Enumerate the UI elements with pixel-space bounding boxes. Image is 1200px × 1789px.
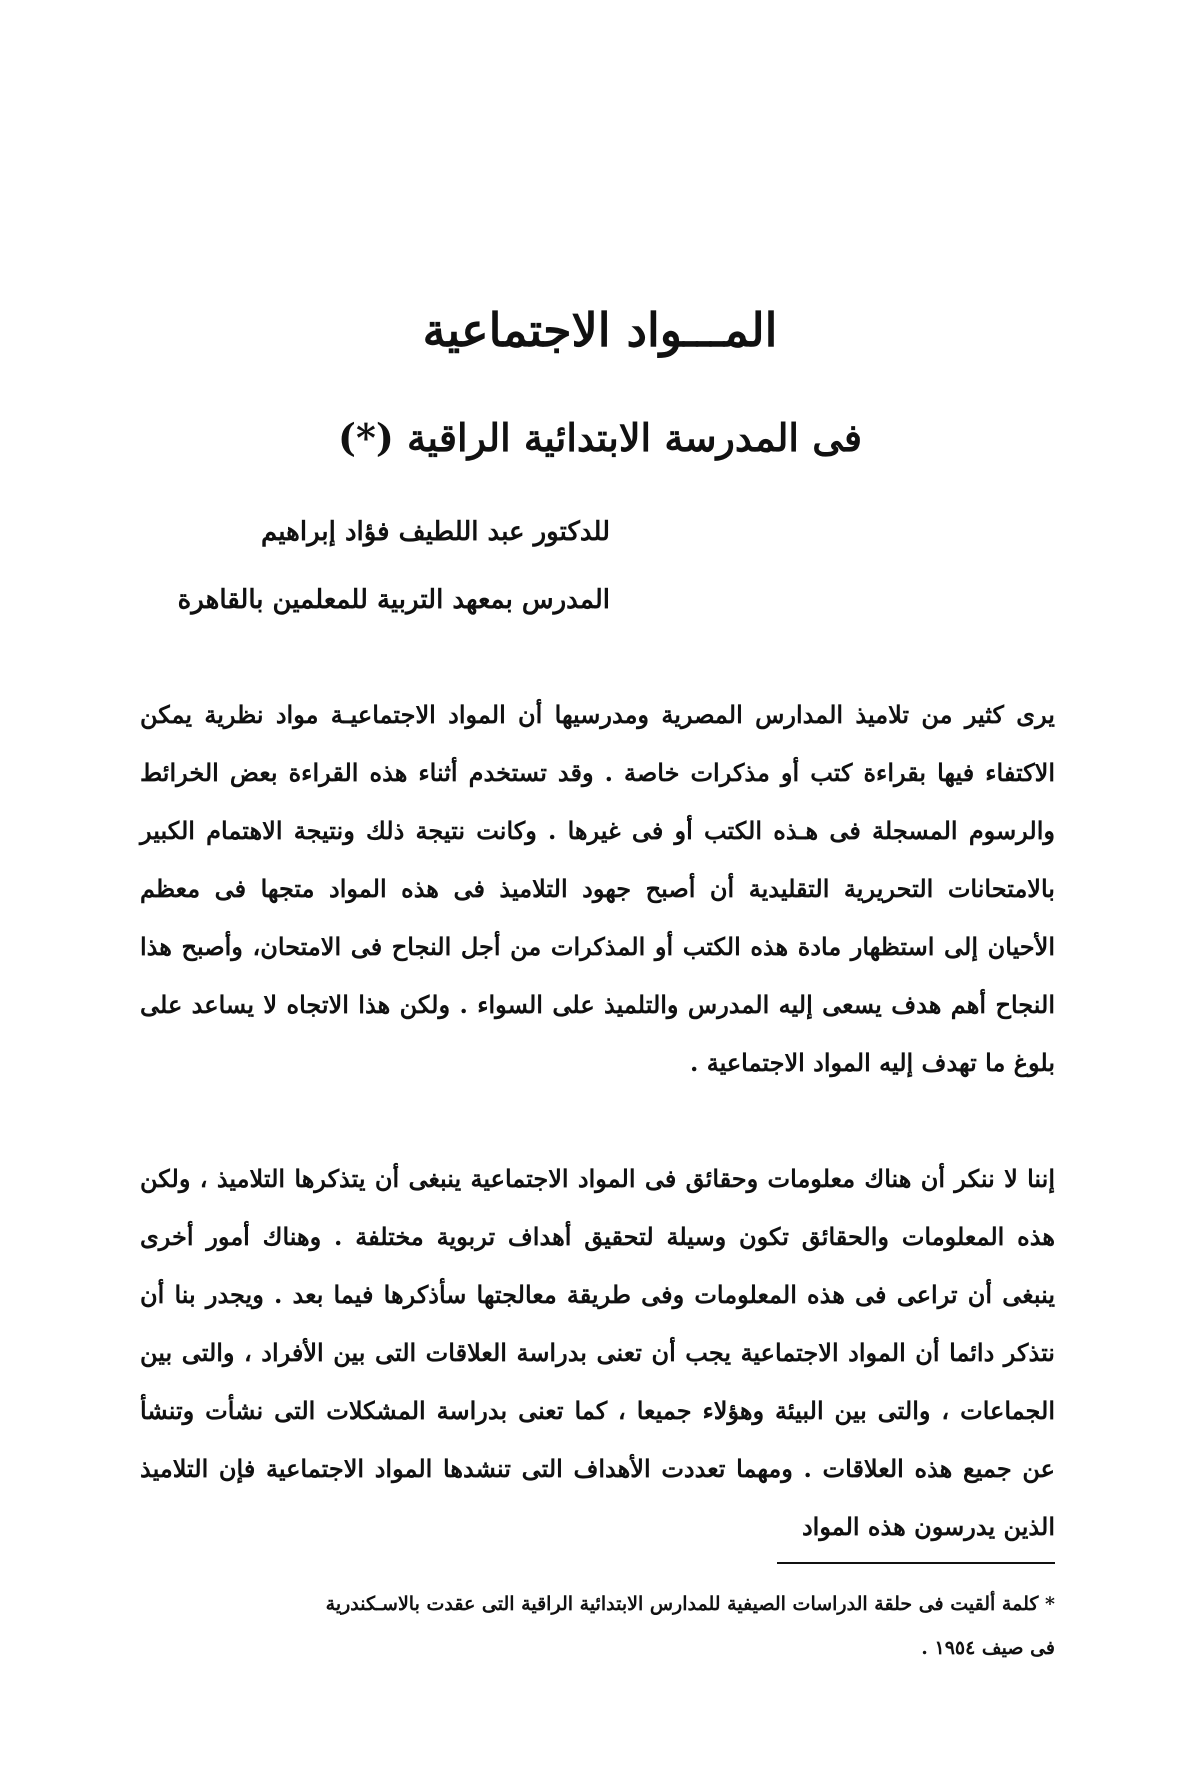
article-title: المـــواد الاجتماعية xyxy=(422,303,778,357)
body-paragraph-2: إننا لا ننكر أن هناك معلومات وحقائق فى المواد الاجتماعية ينبغى أن يتذكرها التلاميذ ، ولكن هذه المعلومات والحقائق تكون وسيلة لتحقيق أهداف تربوية مختلفة . وهناك أمور أخرى ينبغى أن تراعى فى هذه المعلومات وفى طريقة معالجتها سأذكرها فيما بعد . ويجدر بنا أن نتذكر دائما أن المواد الاجتماعية يجب أن تعنى بدراسة العلاقات التى بين الأفراد ، والتى بين الجماعات ، والتى بين البيئة وهؤلاء جميعا ، كما تعنى بدراسة المشكلات التى نشأت وتنشأ عن جميع هذه العلاقات . ومهما تعددت الأهداف التى تنشدها المواد الاجتماعية فإن التلاميذ الذين يدرسون هذه المواد xyxy=(140,1164,1055,1541)
footnote-line-2: فى صيف ١٩٥٤ . xyxy=(921,1637,1055,1659)
article-subtitle: فى المدرسة الابتدائية الراقية (*) xyxy=(337,415,863,460)
body-paragraph-1: يرى كثير من تلاميذ المدارس المصرية ومدرسيها أن المواد الاجتماعيـة مواد نظرية يمكن الاكتفاء فيها بقراءة كتب أو مذكرات خاصة . وقد تستخدم أثناء هذه القراءة بعض الخرائط والرسوم المسجلة فى هـذه الكتب أو فى غيرها . وكانت نتيجة ذلك ونتيجة الاهتمام الكبير بالامتحانات التحريرية التقليدية أن أصبح جهود التلاميذ فى هذه المواد متجها فى معظم الأحيان إلى استظهار مادة هذه الكتب أو المذكرات من أجل النجاح فى الامتحان، وأصبح هذا النجاح أهم هدف يسعى إليه المدرس والتلميذ على السواء . ولكن هذا الاتجاه لا يساعد على بلوغ ما تهدف إليه المواد الاجتماعية . xyxy=(140,700,1055,1077)
footnote xyxy=(140,1582,1055,1670)
author-name: للدكتور عبد اللطيف فؤاد إبراهيم xyxy=(261,517,610,547)
footnote-line-1: * كلمة ألقيت فى حلقة الدراسات الصيفية للمدارس الابتدائية الراقية التى عقدت بالاسـكندرية xyxy=(325,1593,1055,1615)
footnote-divider xyxy=(777,1562,1055,1564)
author-affiliation: المدرس بمعهد التربية للمعلمين بالقاهرة xyxy=(177,585,610,615)
